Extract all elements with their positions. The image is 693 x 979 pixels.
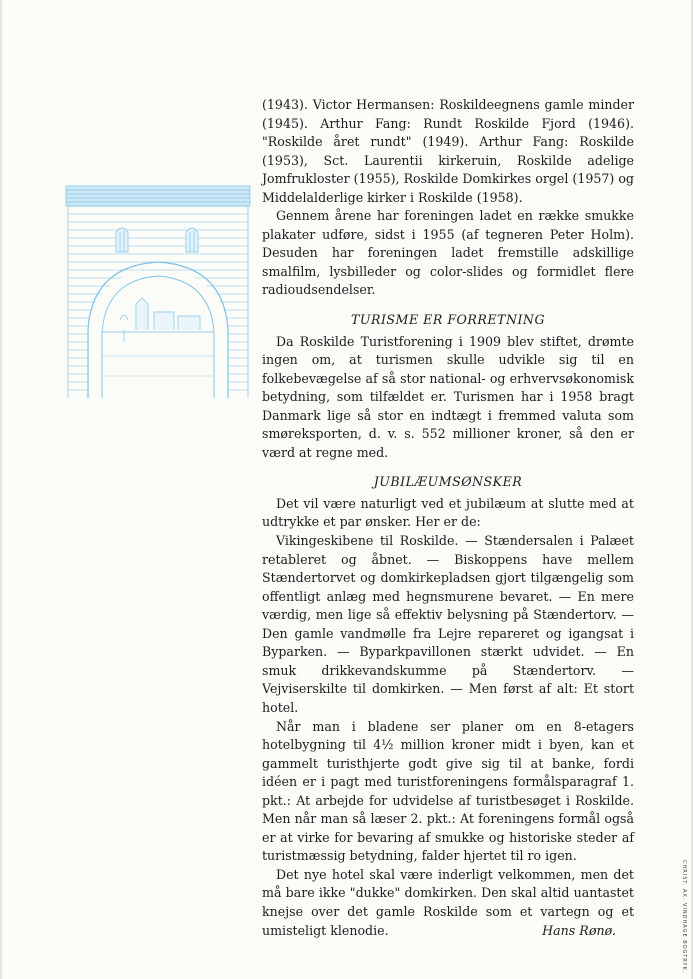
paragraph-publications: (1943). Victor Hermansen: Roskildeegnens gamle minder (1945). Arthur Fang: Rundt Roskilde Fjord (1946). "Roskilde året rundt" (1949). Arthur Fang: Roskilde (1953), Sct. Laurentii kirkeruin, Roskilde adelige Jomfrukloster (1955), Roskilde Domkirkes orgel (1957) og Middelalderlige kirker i Roskilde (1958). [262, 97, 634, 205]
author-signature: Hans Rønø. [542, 922, 616, 938]
heading-jubilaeum: JUBILÆUMSØNSKER [373, 474, 523, 490]
paragraph-closing [262, 866, 634, 940]
paragraph-hotel-plans: Når man i bladene ser planer om en 8-etagers hotelbygning til 4½ million kroner midt i byen, kan et gammelt turisthjerte godt give sig til at banke, fordi idéen er i pagt med turistforeningens formålsparagraf 1. pkt.: At arbejde for udvidelse af turistbesøget i Roskilde. Men når man så læser 2. pkt.: At foreningens formål også er at virke for bevaring af smukke og historiske steder af turistmæssig betydning, falder hjertet til ro igen. [262, 718, 634, 864]
closing-text: Det nye hotel skal være inderligt velkommen, men det må bare ikke "dukke" domkirken. Den skal altid uantastet knejse over det gamle Roskilde som et vartegn og et umisteligt klenodie. [262, 866, 634, 938]
heading-turisme: TURISME ER FORRETNING [350, 312, 546, 328]
paragraph-wishes-list: Vikingeskibene til Roskilde. — Stændersalen i Palæet retableret og åbnet. — Biskoppens have mellem Stændertorvet og domkirkepladsen gjort tilgængelig som offentligt anlæg med hegnsmurene bevaret. — En mere værdig, men lige så effektiv belysning på Stændertorv. — Den gamle vandmølle fra Lejre repareret og igangsat i Byparken. — Byparkpavillonen stærkt udvidet. — En smuk drikkevandskumme på Stændertorv. — Vejviserskilte til domkirken. — Men først af alt: Et stort hotel. [262, 533, 634, 715]
city-gate-illustration [62, 180, 254, 402]
paragraph-wishes-intro: Det vil være naturligt ved et jubilæum at slutte med at udtrykke et par ønsker. Her er de: [262, 495, 634, 530]
paragraph-tourism: Da Roskilde Turistforening i 1909 blev stiftet, drømte ingen om, at turismen skulle udvikle sig til en folkebevægelse af så stor national- og erhvervsøkonomisk betydning, som tilfældet er. Turismen har i 1958 bragt Danmark lige så stor en indtægt i fremmed valuta som smøreksporten, d. v. s. 552 millioner kroner, så den er værd at regne med. [262, 333, 634, 460]
scan-edge-left [0, 0, 2, 979]
article-text-column [262, 96, 634, 940]
printer-mark: CHRIST. AX. VINDHAGE BOGTRYK. [681, 860, 687, 974]
paragraph-posters: Gennem årene har foreningen ladet en række smukke plakater udføre, sidst i 1955 (af tegneren Peter Holm). Desuden har foreningen ladet fremstille adskillige smalfilm, lysbilleder og color-slides og formidlet flere radioudsendelser. [262, 208, 634, 298]
